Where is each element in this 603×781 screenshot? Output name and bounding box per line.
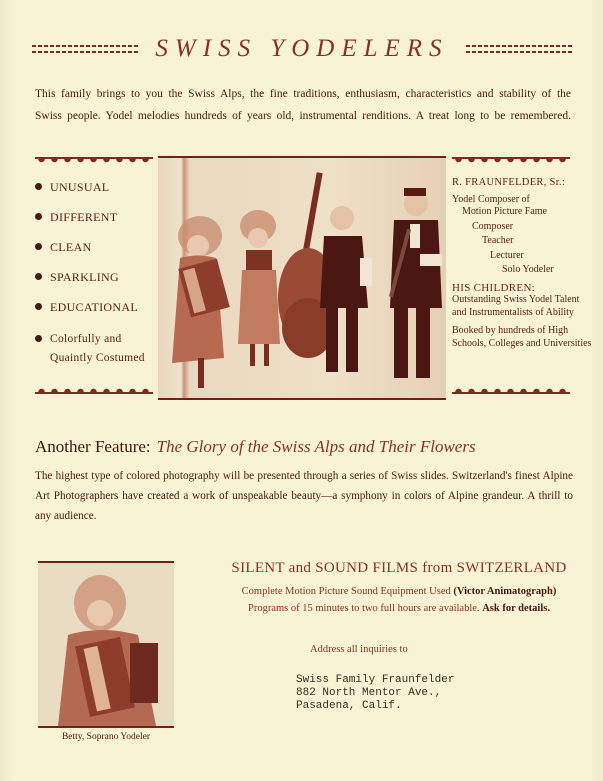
bullet-item <box>35 300 145 315</box>
bio-line: Composer <box>472 220 514 232</box>
girl-accordion-figure <box>172 216 230 388</box>
left-dash-ornament <box>32 45 138 53</box>
address-line: Pasadena, Calif. <box>296 700 402 712</box>
intro-line: Swiss people. Yodel melodies hundreds of years old, instrumental renditions. A treat long to be remembered. <box>35 110 571 122</box>
bullet-item <box>35 270 145 285</box>
feature-bullet-list <box>35 180 145 383</box>
bullet-dot-icon <box>35 243 42 250</box>
bullet-dot-icon <box>35 183 42 190</box>
bio-line: Yodel Composer of <box>452 193 530 205</box>
bio-name: R. FRAUNFELDER, Sr.: <box>452 177 566 188</box>
bullet-text: Colorfully and Quaintly Costumed <box>50 333 145 364</box>
bio-line: Motion Picture Fame <box>462 206 547 217</box>
family-band-photo <box>158 156 446 400</box>
bullet-item <box>35 180 145 195</box>
feature-lead: Another Feature: <box>35 437 151 456</box>
right-top-scallop-ornament <box>452 157 570 167</box>
bio-line: Teacher <box>482 235 514 246</box>
right-dash-ornament <box>466 45 572 53</box>
feature-paragraph <box>35 466 573 526</box>
address-line: 882 North Mentor Ave., <box>296 687 442 699</box>
films-title: SILENT and SOUND FILMS from SWITZERLAND <box>231 560 567 576</box>
girl-standing-figure <box>238 210 280 366</box>
mailing-address <box>296 674 454 713</box>
children-text: Outstanding Swiss Yodel Talent and Instrumentalists of Ability <box>452 294 580 318</box>
address-line: Swiss Family Fraunfelder <box>296 674 455 686</box>
another-feature-heading <box>35 437 575 457</box>
bullet-text: EDUCATIONAL <box>50 300 138 314</box>
family-band-illustration <box>158 158 446 398</box>
bio-column <box>452 177 592 350</box>
left-bottom-scallop-ornament <box>35 386 153 396</box>
bullet-dot-icon <box>35 273 42 280</box>
bullet-text: SPARKLING <box>50 270 119 284</box>
betty-caption: Betty, Soprano Yodeler <box>61 732 151 742</box>
page-title: SWISS YODELERS <box>155 35 449 62</box>
intro-paragraph <box>35 83 571 127</box>
title-row <box>32 34 572 64</box>
bio-line: Lecturer <box>490 249 524 261</box>
bullet-text: DIFFERENT <box>50 210 118 224</box>
booked-text: Booked by hundreds of High Schools, Colleges and Universities <box>452 325 592 349</box>
films-equipment-line: Complete Motion Picture Sound Equipment Used (Victor Animatograph) <box>241 586 557 597</box>
inquiries-prompt: Address all inquiries to <box>310 644 408 655</box>
films-programs-line: Programs of 15 minutes to two full hours are available. Ask for details. <box>248 603 550 614</box>
children-heading: HIS CHILDREN: <box>452 281 536 294</box>
bullet-dot-icon <box>35 213 42 220</box>
right-bottom-scallop-ornament <box>452 386 570 396</box>
intro-line: This family brings to you the Swiss Alps, the fine traditions, enthusiasm, characteristics and stability of the <box>35 88 571 100</box>
bullet-dot-icon <box>35 303 42 310</box>
bio-line: Solo Yodeler <box>502 264 554 275</box>
bullet-text: CLEAN <box>50 240 92 254</box>
bullet-item <box>35 240 145 255</box>
feature-body-text: The highest type of colored photography will be presented through a series of Swiss slides. Switzerland's finest Alpine Art Photographers have created a work of unspeakable beauty—a symphony in colors of Alpine grandeur. A thrill to any audience. <box>35 470 573 522</box>
bullet-item <box>35 210 145 225</box>
son-clarinet-figure <box>389 188 442 378</box>
betty-photo <box>38 561 174 728</box>
bullet-dot-icon <box>35 335 42 342</box>
betty-illustration <box>38 563 174 726</box>
bullet-text: UNUSUAL <box>50 180 110 194</box>
feature-title: The Glory of the Swiss Alps and Their Flowers <box>156 437 476 456</box>
bullet-item <box>35 330 145 368</box>
father-figure <box>320 206 372 372</box>
left-top-scallop-ornament <box>35 157 153 167</box>
films-section <box>214 560 584 614</box>
